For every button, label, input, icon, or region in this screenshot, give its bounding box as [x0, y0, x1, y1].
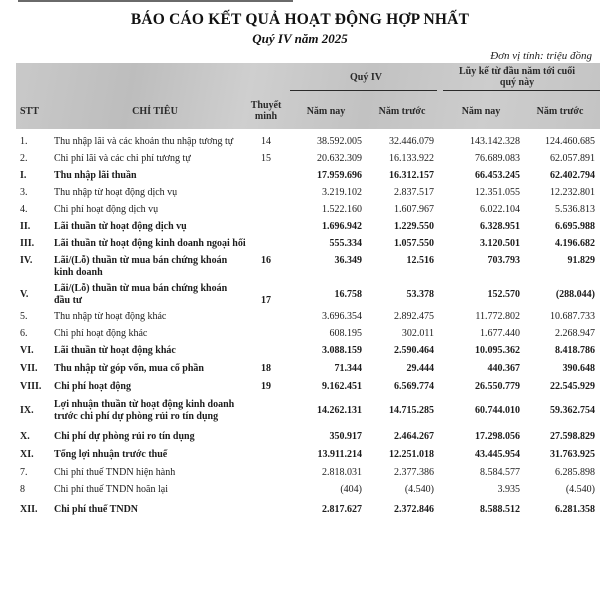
value-ytd-last-year: 22.545.929 [550, 381, 595, 392]
row-label: Lãi thuần từ hoạt động dịch vụ [54, 221, 187, 232]
value-ytd-last-year: 124.460.685 [545, 136, 595, 147]
row-stt: 7. [20, 467, 28, 478]
row-label: Lãi/(Lỗ) thuần từ mua bán chứng khoán kinh doanh [54, 255, 228, 278]
header-group-quarter: Quý IV [350, 72, 382, 83]
value-quarter-this-year: 2.817.627 [322, 504, 362, 515]
row-label: Chi phí lãi và các chi phí tương tự [54, 153, 191, 164]
value-ytd-last-year: 31.763.925 [550, 449, 595, 460]
value-quarter-this-year: 14.262.131 [317, 405, 362, 416]
value-quarter-last-year: 1.229.550 [394, 221, 434, 232]
row-stt: III. [20, 238, 35, 249]
header-q-last-year: Năm trước [378, 106, 426, 117]
value-ytd-this-year: 66.453.245 [475, 170, 520, 181]
value-quarter-last-year: 53.378 [406, 289, 434, 300]
value-quarter-last-year: 302.011 [401, 328, 434, 339]
value-quarter-this-year: 36.349 [334, 255, 362, 266]
value-ytd-last-year: 62.057.891 [550, 153, 595, 164]
row-label: Thu nhập lãi và các khoản thu nhập tương tự [54, 136, 234, 147]
row-label: Lãi thuần từ hoạt động kinh doanh ngoại hối [54, 238, 246, 249]
value-quarter-last-year: 1.607.967 [394, 204, 434, 215]
value-ytd-last-year: 6.695.988 [555, 221, 595, 232]
row-stt: X. [20, 431, 30, 442]
row-stt: VIII. [20, 381, 42, 392]
row-label: Chi phí hoạt động [54, 381, 131, 392]
value-quarter-this-year: 1.522.160 [322, 204, 362, 215]
value-ytd-this-year: 440.367 [487, 363, 520, 374]
value-ytd-this-year: 3.120.501 [480, 238, 520, 249]
row-note: 18 [261, 363, 271, 374]
report-subtitle: Quý IV năm 2025 [252, 31, 348, 46]
value-quarter-last-year: 29.444 [406, 363, 434, 374]
header-underline-ytd [443, 90, 600, 91]
header-group-ytd: Lũy kế từ đầu năm tới cuối quý này [458, 66, 575, 88]
value-quarter-last-year: 2.892.475 [394, 311, 434, 322]
report-title: BÁO CÁO KẾT QUẢ HOẠT ĐỘNG HỢP NHẤT [130, 11, 470, 28]
value-quarter-last-year: (4.540) [404, 484, 434, 495]
header-underline-quarter [290, 90, 437, 91]
value-ytd-last-year: 6.285.898 [555, 467, 595, 478]
row-note: 14 [261, 136, 271, 147]
row-stt: IX. [20, 405, 34, 416]
value-quarter-last-year: 2.372.846 [394, 504, 434, 515]
value-ytd-last-year: 6.281.358 [555, 504, 595, 515]
value-ytd-this-year: 143.142.328 [470, 136, 520, 147]
row-note: 16 [261, 255, 271, 266]
row-label: Thu nhập từ góp vốn, mua cổ phần [54, 363, 204, 374]
row-stt: I. [20, 170, 27, 181]
value-quarter-this-year: 3.219.102 [322, 187, 362, 198]
row-label: Lãi thuần từ hoạt động khác [54, 345, 176, 356]
value-quarter-this-year: 3.696.354 [322, 311, 362, 322]
value-quarter-this-year: 2.818.031 [322, 467, 362, 478]
value-quarter-last-year: 14.715.285 [389, 405, 434, 416]
value-ytd-this-year: 26.550.779 [475, 381, 520, 392]
row-label: Thu nhập lãi thuần [54, 170, 137, 181]
row-label: Chi phí thuế TNDN [54, 504, 139, 515]
row-stt: 4. [20, 204, 28, 215]
value-ytd-last-year: 10.687.733 [550, 311, 595, 322]
value-quarter-last-year: 2.837.517 [394, 187, 434, 198]
value-quarter-last-year: 12.516 [406, 255, 434, 266]
row-note: 15 [261, 153, 271, 164]
value-quarter-this-year: 1.696.942 [322, 221, 362, 232]
row-label: Lợi nhuận thuần từ hoạt động kinh doanh trước chi phí dự phòng rủi ro tín dụng [54, 399, 235, 422]
value-quarter-this-year: 3.088.159 [322, 345, 362, 356]
header-q-this-year: Năm nay [306, 106, 346, 117]
value-quarter-this-year: 16.758 [334, 289, 362, 300]
value-ytd-this-year: 1.677.440 [480, 328, 520, 339]
value-quarter-this-year: 350.917 [329, 431, 362, 442]
value-ytd-last-year: (4.540) [565, 484, 595, 495]
value-ytd-last-year: 27.598.829 [550, 431, 595, 442]
value-ytd-last-year: 59.362.754 [550, 405, 595, 416]
value-quarter-last-year: 16.133.922 [389, 153, 434, 164]
value-ytd-this-year: 152.570 [487, 289, 520, 300]
value-ytd-last-year: 2.268.947 [555, 328, 595, 339]
value-ytd-this-year: 11.772.802 [475, 311, 520, 322]
row-stt: 5. [20, 311, 28, 322]
row-note: 19 [261, 381, 271, 392]
value-quarter-last-year: 2.377.386 [394, 467, 434, 478]
value-ytd-last-year: 4.196.682 [555, 238, 595, 249]
header-stt: STT [20, 106, 39, 117]
value-ytd-this-year: 60.744.010 [475, 405, 520, 416]
value-quarter-last-year: 6.569.774 [394, 381, 434, 392]
value-ytd-this-year: 6.022.104 [480, 204, 520, 215]
value-ytd-this-year: 6.328.951 [480, 221, 520, 232]
row-stt: VI. [20, 345, 34, 356]
value-quarter-this-year: 71.344 [334, 363, 362, 374]
value-ytd-last-year: (288.044) [555, 289, 595, 300]
value-quarter-this-year: 17.959.696 [317, 170, 362, 181]
row-stt: 8 [20, 484, 25, 495]
value-quarter-last-year: 1.057.550 [394, 238, 434, 249]
header-note: Thuyết minh [250, 100, 282, 122]
value-quarter-last-year: 12.251.018 [389, 449, 434, 460]
row-note: 17 [261, 295, 271, 306]
row-stt: IV. [20, 255, 33, 266]
value-ytd-last-year: 62.402.794 [550, 170, 595, 181]
value-ytd-last-year: 8.418.786 [555, 345, 595, 356]
value-quarter-last-year: 2.590.464 [394, 345, 434, 356]
row-label: Lãi/(Lỗ) thuần từ mua bán chứng khoán đầu tư [54, 283, 228, 306]
header-indicator: CHỈ TIÊU [132, 106, 178, 117]
row-stt: XII. [20, 504, 38, 515]
value-ytd-this-year: 10.095.362 [475, 345, 520, 356]
value-ytd-this-year: 8.584.577 [480, 467, 520, 478]
value-quarter-this-year: 13.911.214 [317, 449, 362, 460]
row-label: Chi phí thuế TNDN hoãn lại [54, 484, 168, 495]
row-stt: 3. [20, 187, 28, 198]
value-ytd-this-year: 3.935 [497, 484, 520, 495]
value-ytd-this-year: 12.351.055 [475, 187, 520, 198]
row-label: Chi phí hoạt động dịch vụ [54, 204, 159, 215]
value-quarter-this-year: 608.195 [329, 328, 362, 339]
row-stt: II. [20, 221, 31, 232]
value-ytd-last-year: 91.829 [567, 255, 595, 266]
value-quarter-last-year: 16.312.157 [389, 170, 434, 181]
unit-label: Đơn vị tính: triệu đồng [490, 50, 592, 62]
top-edge-strip [18, 0, 293, 2]
value-quarter-this-year: 38.592.005 [317, 136, 362, 147]
header-ytd-this-year: Năm nay [461, 106, 501, 117]
row-stt: XI. [20, 449, 34, 460]
row-label: Chi phí dự phòng rủi ro tín dụng [54, 431, 195, 442]
value-ytd-this-year: 76.689.083 [475, 153, 520, 164]
header-ytd-last-year: Năm trước [536, 106, 584, 117]
value-ytd-this-year: 17.298.056 [475, 431, 520, 442]
row-stt: VII. [20, 363, 38, 374]
row-stt: 1. [20, 136, 28, 147]
value-quarter-this-year: 555.334 [329, 238, 362, 249]
value-ytd-this-year: 43.445.954 [475, 449, 520, 460]
value-quarter-this-year: (404) [340, 484, 362, 495]
row-label: Chi phí thuế TNDN hiện hành [54, 467, 176, 478]
value-ytd-this-year: 8.588.512 [480, 504, 520, 515]
value-quarter-this-year: 20.632.309 [317, 153, 362, 164]
value-quarter-this-year: 9.162.451 [322, 381, 362, 392]
row-stt: 6. [20, 328, 28, 339]
row-stt: V. [20, 289, 29, 300]
row-label: Tổng lợi nhuận trước thuế [54, 449, 168, 460]
value-ytd-last-year: 5.536.813 [555, 204, 595, 215]
value-ytd-last-year: 390.648 [562, 363, 595, 374]
row-label: Chi phí hoạt động khác [54, 328, 148, 339]
value-ytd-this-year: 703.793 [487, 255, 520, 266]
row-label: Thu nhập từ hoạt động dịch vụ [54, 187, 178, 198]
value-ytd-last-year: 12.232.801 [550, 187, 595, 198]
row-label: Thu nhập từ hoạt động khác [54, 311, 167, 322]
value-quarter-last-year: 2.464.267 [394, 431, 434, 442]
row-stt: 2. [20, 153, 28, 164]
value-quarter-last-year: 32.446.079 [389, 136, 434, 147]
